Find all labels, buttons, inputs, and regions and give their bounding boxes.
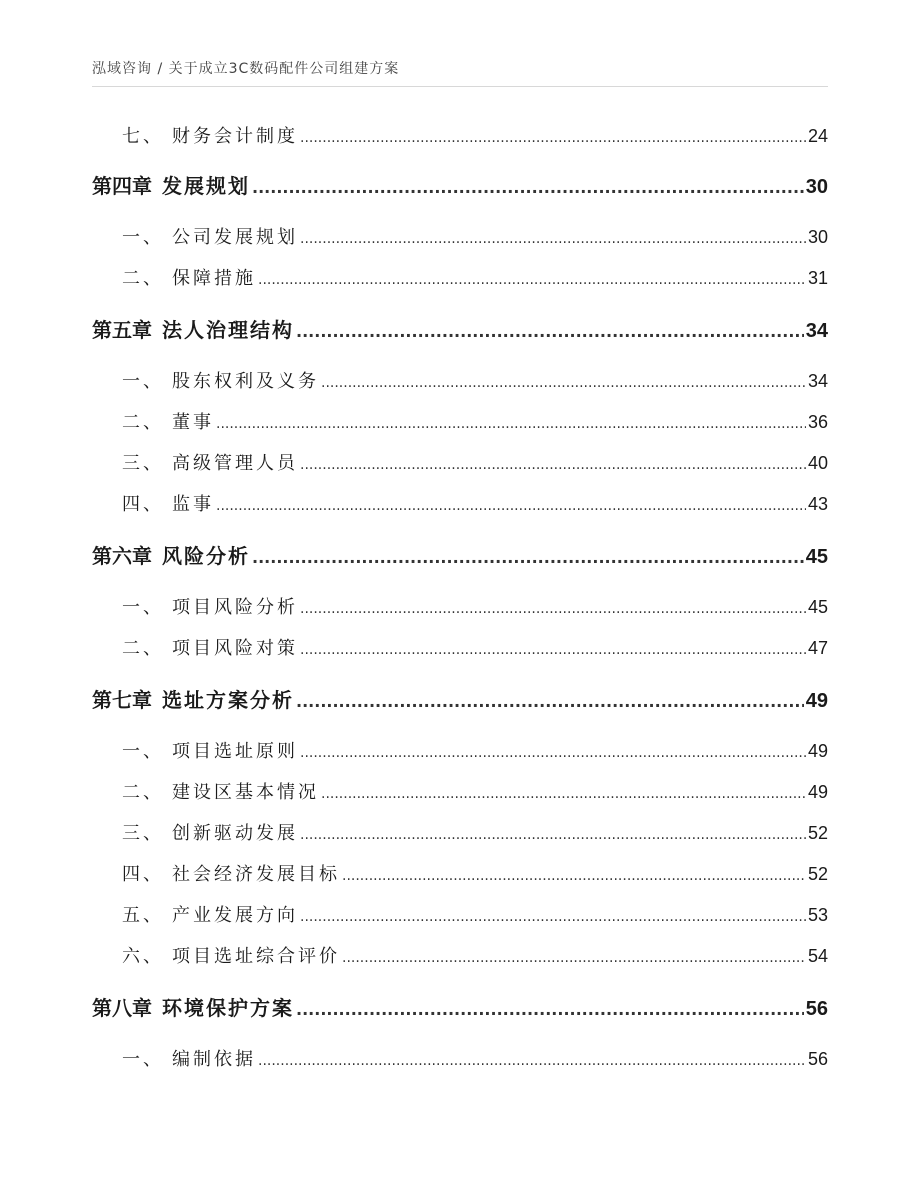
toc-leader-dots (321, 786, 806, 802)
toc-entry-title: 公司发展规划 (172, 227, 298, 248)
toc-entry[interactable] (92, 408, 828, 434)
toc-leader-dots (300, 457, 806, 473)
toc-entry-page: 54 (807, 946, 828, 966)
toc-entry[interactable] (92, 819, 828, 845)
toc-entry-title: 股东权利及义务 (172, 371, 319, 392)
toc-entry[interactable] (92, 860, 828, 886)
toc-leader-dots (252, 178, 804, 197)
toc-chapter[interactable] (92, 992, 828, 1022)
toc-entry-number: 六、 (122, 946, 164, 967)
toc-leader-dots (216, 416, 806, 432)
toc-leader-dots (342, 868, 806, 884)
toc-chapter-title: 环境保护方案 (162, 996, 294, 1020)
toc-entry-number: 七、 (122, 126, 164, 147)
toc-entry-title: 编制依据 (172, 1049, 256, 1070)
toc-entry-number: 三、 (122, 453, 164, 474)
toc-entry-number: 四、 (122, 494, 164, 515)
toc-entry[interactable] (92, 449, 828, 475)
toc-leader-dots (321, 375, 806, 391)
toc-leader-dots (300, 827, 806, 843)
toc-entry-title: 项目选址综合评价 (172, 946, 340, 967)
toc-entry-number: 一、 (122, 371, 164, 392)
toc-chapter[interactable] (92, 684, 828, 714)
toc-entry[interactable] (92, 593, 828, 619)
table-of-contents (92, 0, 828, 1191)
toc-entry-title: 社会经济发展目标 (172, 864, 340, 885)
toc-entry-number: 一、 (122, 1049, 164, 1070)
toc-entry[interactable] (92, 942, 828, 968)
toc-entry[interactable] (92, 634, 828, 660)
toc-entry-page: 52 (807, 864, 828, 884)
toc-chapter-page: 30 (805, 176, 828, 198)
running-header: 泓域咨询 / 关于成立3C数码配件公司组建方案 (92, 61, 400, 77)
toc-entry-number: 二、 (122, 412, 164, 433)
toc-entry-page: 52 (807, 823, 828, 843)
toc-chapter-number: 第六章 (92, 544, 152, 568)
toc-entry-title: 财务会计制度 (172, 126, 298, 147)
toc-entry-page: 31 (807, 268, 828, 288)
toc-entry-page: 40 (807, 453, 828, 473)
toc-entry-page: 43 (807, 494, 828, 514)
toc-entry[interactable] (92, 122, 828, 148)
toc-entry-page: 49 (807, 782, 828, 802)
toc-entry-page: 47 (807, 638, 828, 658)
toc-entry-number: 二、 (122, 268, 164, 289)
toc-leader-dots (300, 130, 806, 146)
toc-entry-title: 产业发展方向 (172, 905, 298, 926)
toc-entry[interactable] (92, 490, 828, 516)
toc-entry-title: 董事 (172, 412, 214, 433)
toc-entry-title: 建设区基本情况 (172, 782, 319, 803)
toc-leader-dots (258, 1053, 806, 1069)
toc-entry-page: 45 (807, 597, 828, 617)
toc-entry-number: 五、 (122, 905, 164, 926)
toc-chapter[interactable] (92, 314, 828, 344)
toc-leader-dots (252, 548, 804, 567)
toc-leader-dots (296, 1000, 804, 1019)
toc-entry-page: 30 (807, 227, 828, 247)
toc-chapter-title: 法人治理结构 (162, 318, 294, 342)
toc-entry-number: 一、 (122, 597, 164, 618)
toc-entry[interactable] (92, 778, 828, 804)
toc-leader-dots (296, 692, 804, 711)
toc-entry-number: 二、 (122, 638, 164, 659)
toc-chapter-number: 第五章 (92, 318, 152, 342)
toc-leader-dots (300, 231, 806, 247)
toc-leader-dots (342, 950, 806, 966)
toc-entry-page: 36 (807, 412, 828, 432)
toc-entry-page: 24 (807, 126, 828, 146)
toc-entry[interactable] (92, 223, 828, 249)
toc-leader-dots (300, 909, 806, 925)
toc-chapter[interactable] (92, 540, 828, 570)
toc-leader-dots (300, 642, 806, 658)
toc-chapter-page: 56 (805, 998, 828, 1020)
toc-entry-number: 三、 (122, 823, 164, 844)
toc-entry-number: 一、 (122, 741, 164, 762)
toc-leader-dots (296, 322, 804, 341)
toc-chapter-title: 发展规划 (162, 174, 250, 198)
toc-entry[interactable] (92, 367, 828, 393)
toc-entry-page: 49 (807, 741, 828, 761)
toc-entry-page: 53 (807, 905, 828, 925)
toc-leader-dots (300, 601, 806, 617)
toc-chapter-number: 第八章 (92, 996, 152, 1020)
toc-entry-title: 项目风险对策 (172, 638, 298, 659)
toc-leader-dots (300, 745, 806, 761)
toc-chapter-page: 45 (805, 546, 828, 568)
toc-entry[interactable] (92, 264, 828, 290)
toc-entry[interactable] (92, 1045, 828, 1071)
toc-chapter-title: 风险分析 (162, 544, 250, 568)
toc-entry[interactable] (92, 901, 828, 927)
toc-entry-title: 高级管理人员 (172, 453, 298, 474)
toc-entry-title: 监事 (172, 494, 214, 515)
toc-leader-dots (258, 272, 806, 288)
toc-entry[interactable] (92, 737, 828, 763)
toc-entry-title: 创新驱动发展 (172, 823, 298, 844)
toc-entry-page: 34 (807, 371, 828, 391)
toc-chapter-number: 第四章 (92, 174, 152, 198)
toc-leader-dots (216, 498, 806, 514)
toc-chapter[interactable] (92, 170, 828, 200)
toc-entry-title: 项目选址原则 (172, 741, 298, 762)
toc-chapter-page: 49 (805, 690, 828, 712)
toc-chapter-page: 34 (805, 320, 828, 342)
toc-entry-title: 保障措施 (172, 268, 256, 289)
toc-chapter-number: 第七章 (92, 688, 152, 712)
toc-entry-number: 四、 (122, 864, 164, 885)
toc-chapter-title: 选址方案分析 (162, 688, 294, 712)
toc-entry-number: 二、 (122, 782, 164, 803)
toc-entry-number: 一、 (122, 227, 164, 248)
toc-entry-title: 项目风险分析 (172, 597, 298, 618)
toc-entry-page: 56 (807, 1049, 828, 1069)
